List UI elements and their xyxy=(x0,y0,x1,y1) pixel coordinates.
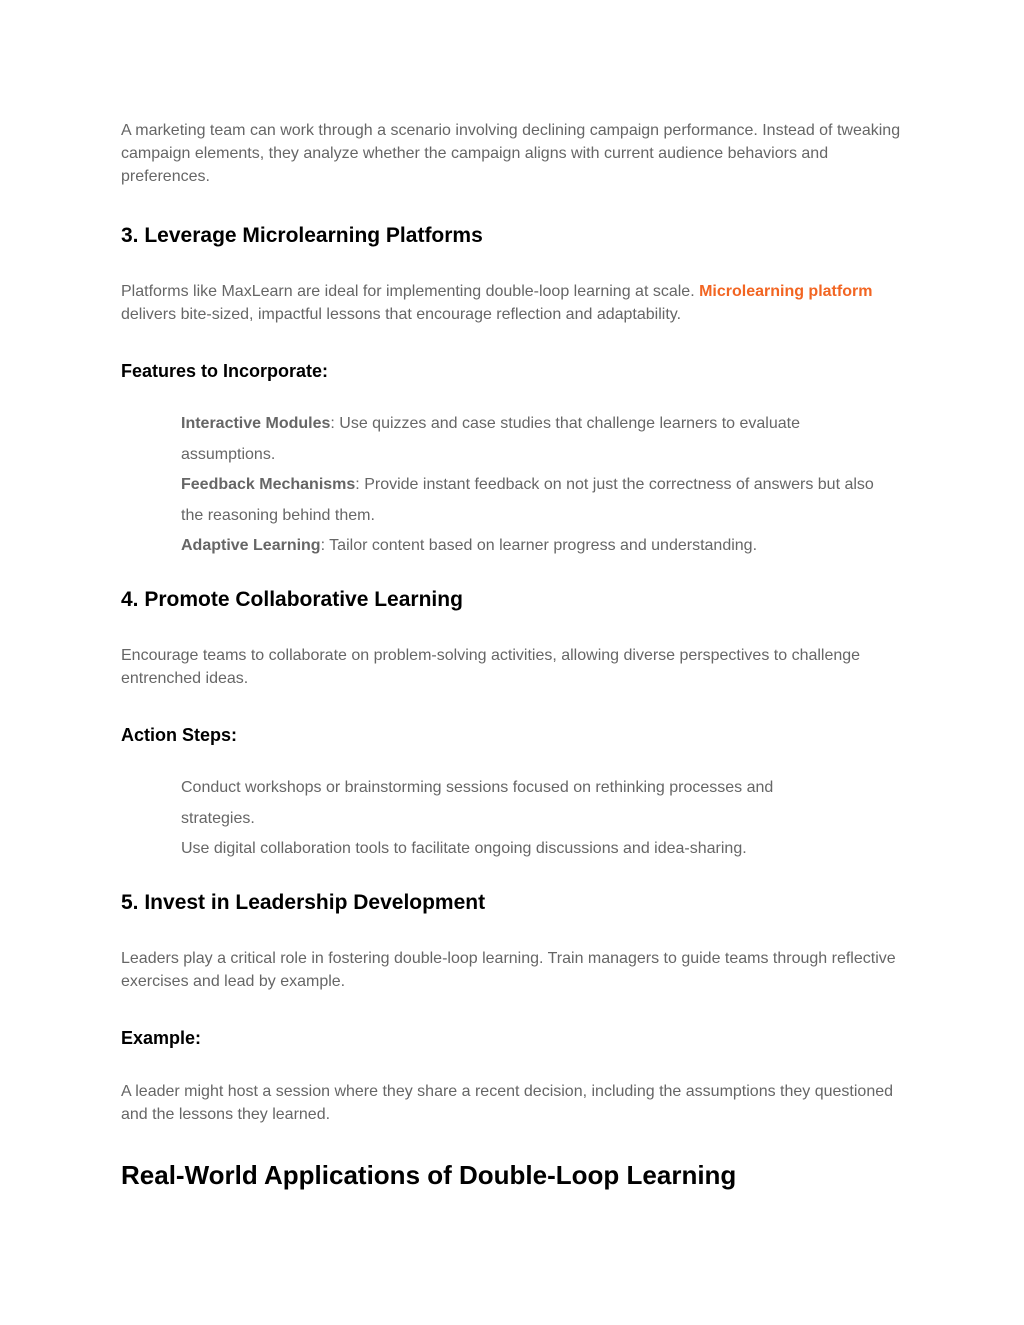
section-3-paragraph xyxy=(121,280,911,326)
feature-description: : Tailor content based on learner progress and understanding. xyxy=(320,537,758,554)
section-3-heading: 3. Leverage Microlearning Platforms xyxy=(121,224,483,247)
section-3-text-before-link: Platforms like MaxLearn are ideal for implementing double-loop learning at scale. xyxy=(121,283,700,300)
section-3-text-after-link: delivers bite-sized, impactful lessons that encourage reflection and adaptability. xyxy=(121,306,682,323)
feature-description: : Provide instant feedback on not just the correctness of answers but also the reasoning behind them. xyxy=(181,476,874,524)
example-heading: Example: xyxy=(121,1028,202,1048)
microlearning-platform-link[interactable]: Microlearning platform xyxy=(699,283,873,300)
features-list xyxy=(121,409,881,562)
feature-term: Feedback Mechanisms xyxy=(181,476,356,493)
intro-paragraph: A marketing team can work through a scenario involving declining campaign performance. Instead of tweaking campaign elements, they analyze whether the campaign aligns with current audience behaviors and preferences. xyxy=(121,122,901,185)
section-4-paragraph: Encourage teams to collaborate on problem-solving activities, allowing diverse perspectives to challenge entrenched ideas. xyxy=(121,647,861,687)
feature-description: : Use quizzes and case studies that challenge learners to evaluate assumptions. xyxy=(181,415,800,463)
section-5-paragraph: Leaders play a critical role in fostering double-loop learning. Train managers to guide teams through reflective exercises and lead by example. xyxy=(121,950,896,990)
list-item: Conduct workshops or brainstorming sessions focused on rethinking processes and strategies. xyxy=(181,779,774,827)
action-steps-heading: Action Steps: xyxy=(121,725,238,745)
list-item: Use digital collaboration tools to facilitate ongoing discussions and idea-sharing. xyxy=(181,840,747,857)
example-paragraph: A leader might host a session where they share a recent decision, including the assumptions they questioned and the lessons they learned. xyxy=(121,1083,894,1123)
real-world-applications-heading: Real-World Applications of Double-Loop Learning xyxy=(121,1160,737,1190)
features-heading: Features to Incorporate: xyxy=(121,361,329,381)
list-item xyxy=(181,470,881,531)
action-steps-list xyxy=(121,773,851,865)
list-item xyxy=(181,409,881,470)
section-4-heading: 4. Promote Collaborative Learning xyxy=(121,588,463,611)
section-5-heading: 5. Invest in Leadership Development xyxy=(121,891,486,914)
list-item xyxy=(181,531,881,562)
feature-term: Interactive Modules xyxy=(181,415,331,432)
feature-term: Adaptive Learning xyxy=(181,537,321,554)
